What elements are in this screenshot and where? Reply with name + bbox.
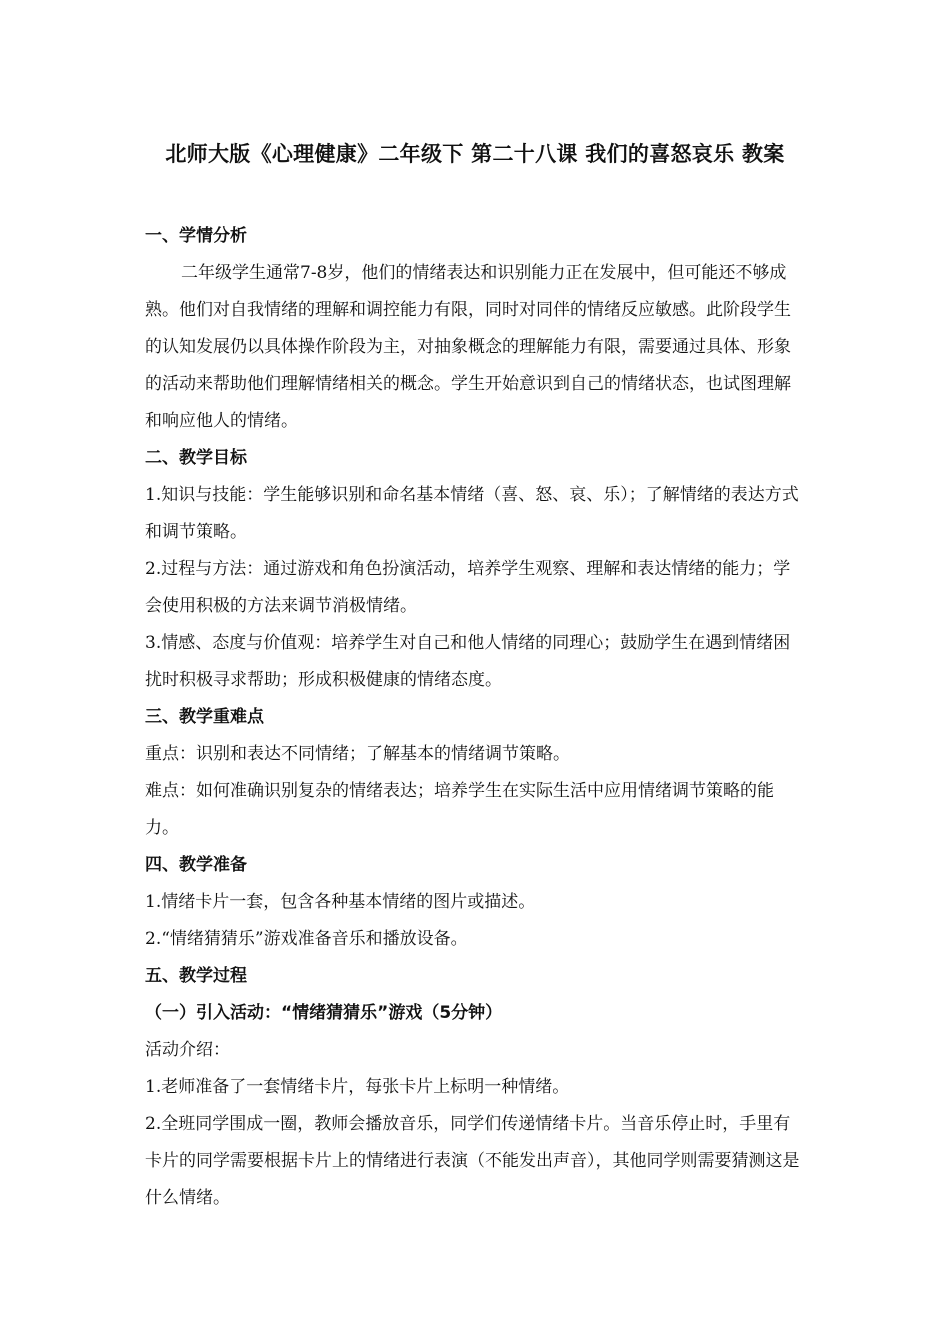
section-heading-preparation: 四、教学准备 (145, 855, 247, 875)
difficult-point-text: 难点：如何准确识别复杂的情绪表达；培养学生在实际生活中应用情绪调节策略的能力。 (145, 781, 774, 838)
activity-item: 2.全班同学围成一圈，教师会播放音乐，同学们传递情绪卡片。当音乐停止时，手里有卡片的同学需要根据卡片上的情绪进行表演（不能发出声音），其他同学则需要猜测这是什么情绪。 (145, 1114, 800, 1208)
activity-item: 1.老师准备了一套情绪卡片，每张卡片上标明一种情绪。 (145, 1077, 570, 1097)
process-step-heading: （一）引入活动：“情绪猜猜乐”游戏（5分钟） (145, 1003, 503, 1023)
analysis-paragraph: 二年级学生通常7-8岁，他们的情绪表达和识别能力正在发展中，但可能还不够成熟。他们对自我情绪的理解和调控能力有限，同时对同伴的情绪反应敏感。此阶段学生的认知发展仍以具体操作阶段为主，对抽象概念的理解能力有限，需要通过具体、形象的活动来帮助他们理解情绪相关的概念。学生开始意识到自己的情绪状态，也试图理解和响应他人的情绪。 (145, 263, 791, 431)
document-title: 北师大版《心理健康》二年级下 第二十八课 我们的喜怒哀乐 教案 (165, 142, 785, 166)
preparation-item: 1.情绪卡片一套，包含各种基本情绪的图片或描述。 (145, 892, 536, 912)
section-heading-goals: 二、教学目标 (145, 448, 247, 468)
goal-item: 1.知识与技能：学生能够识别和命名基本情绪（喜、怒、哀、乐）；了解情绪的表达方式和调节策略。 (145, 485, 799, 542)
activity-intro-label: 活动介绍： (145, 1040, 230, 1060)
key-point-text: 重点：识别和表达不同情绪；了解基本的情绪调节策略。 (145, 744, 570, 764)
section-heading-process: 五、教学过程 (145, 966, 247, 986)
section-heading-analysis: 一、学情分析 (145, 226, 247, 246)
goal-item: 2.过程与方法：通过游戏和角色扮演活动，培养学生观察、理解和表达情绪的能力；学会使用积极的方法来调节消极情绪。 (145, 559, 791, 616)
section-heading-key-points: 三、教学重难点 (145, 707, 264, 727)
document-body (145, 218, 805, 1217)
preparation-item: 2.“情绪猜猜乐”游戏准备音乐和播放设备。 (145, 929, 468, 949)
goal-item: 3.情感、态度与价值观：培养学生对自己和他人情绪的同理心；鼓励学生在遇到情绪困扰时积极寻求帮助；形成积极健康的情绪态度。 (145, 633, 791, 690)
